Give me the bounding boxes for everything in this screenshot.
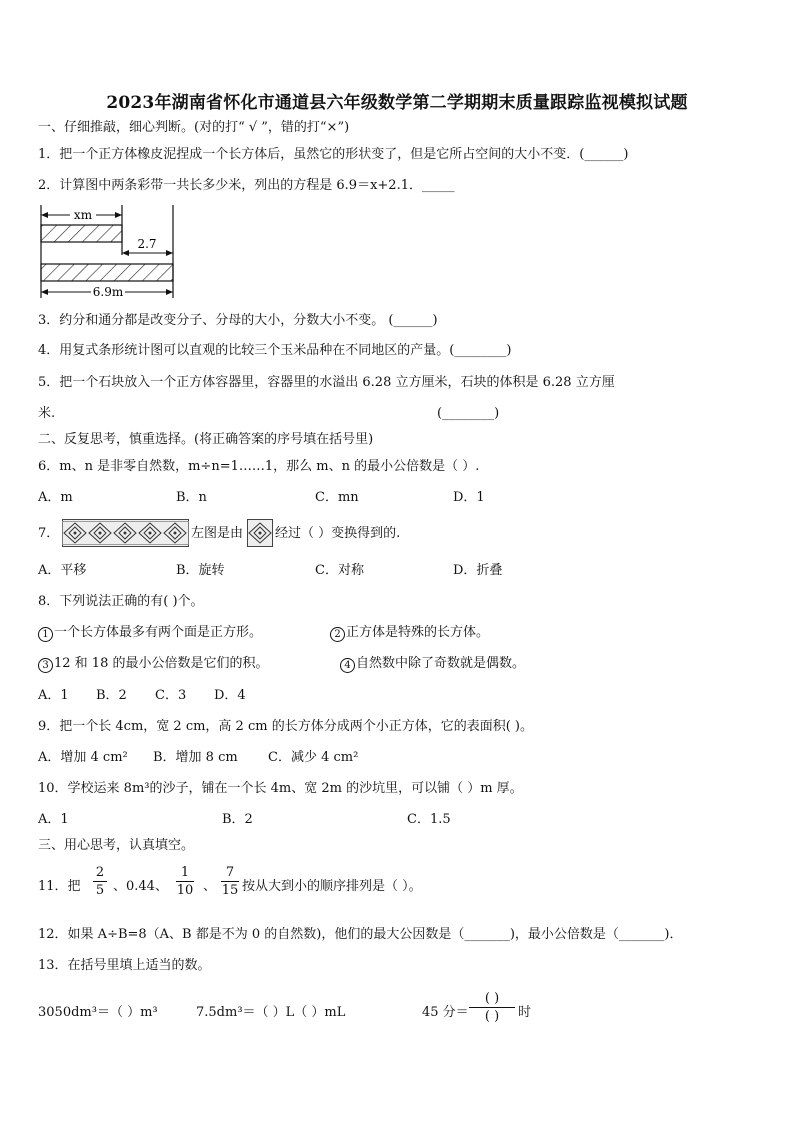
q7-option-c: C．对称: [315, 563, 364, 578]
q6-option-b: B．n: [176, 490, 207, 505]
q13-blank-fraction: ( ) ( ): [468, 990, 516, 1025]
diamond-strip-pattern: [62, 519, 189, 547]
circled-number: 4: [340, 658, 355, 673]
q8-statement-2: 2 正方体是特殊的长方体。: [330, 625, 489, 642]
q10-option-b: B．2: [222, 812, 253, 827]
q13-unit: 时: [518, 1005, 532, 1020]
question-7-number: 7．: [38, 526, 60, 541]
fraction-1-10: 1 10: [176, 865, 194, 898]
q7-option-b: B．旋转: [176, 563, 225, 578]
label-6-9m: 6.9m: [92, 285, 124, 299]
question-13: 13．在括号里填上适当的数。: [38, 958, 211, 973]
question-2: 2．计算图中两条彩带一共长多少米，列出的方程是 6.9＝x+2.1．_____: [38, 178, 455, 193]
section3-heading: 三、用心思考，认真填空。: [38, 838, 195, 853]
label-xm: xm: [73, 208, 93, 222]
question-9: 9．把一个长 4cm，宽 2 cm，高 2 cm 的长方体分成两个小正方体，它的表面积( )。: [38, 719, 533, 734]
question-11-prefix: 11．把: [38, 879, 81, 894]
section1-heading: 一、仔细推敲，细心判断。(对的打“ √ ”，错的打“×”): [38, 120, 350, 135]
ribbon-top: [41, 225, 122, 242]
q13-part1: 3050dm³＝（ ）m³: [38, 1005, 158, 1020]
label-2-7: 2.7: [137, 237, 157, 251]
q8-statement-4: 4 自然数中除了奇数就是偶数。: [340, 656, 525, 673]
section2-heading: 二、反复思考，慎重选择。(将正确答案的序号填在括号里): [38, 432, 374, 447]
single-diamond-pattern: [247, 519, 273, 547]
q10-option-a: A．1: [38, 812, 69, 827]
q13-part3: 45 分＝: [422, 1005, 469, 1020]
q13-part2: 7.5dm³＝（ ）L（ ）mL: [196, 1005, 346, 1020]
q6-option-c: C．mn: [315, 490, 359, 505]
q9-option-b: B．增加 8 cm: [153, 750, 238, 765]
q8-option-c: C．3: [155, 688, 187, 703]
q8-option-a: A．1: [38, 688, 69, 703]
q8-statement-1: 1 一个长方体最多有两个面是正方形。: [38, 625, 262, 642]
q8-option-d: D．4: [214, 688, 246, 703]
circled-number: 1: [38, 627, 53, 642]
q7-option-a: A．平移: [38, 563, 87, 578]
question-3: 3．约分和通分都是改变分子、分母的大小，分数大小不变。 (______): [38, 313, 438, 328]
question-1: 1．把一个正方体橡皮泥捏成一个长方体后，虽然它的形状变了，但是它所占空间的大小不变．(______): [38, 147, 629, 162]
q9-option-a: A．增加 4 cm²: [38, 750, 128, 765]
question-4: 4．用复式条形统计图可以直观的比较三个玉米品种在不同地区的产量。(________): [38, 343, 512, 358]
q9-option-c: C．减少 4 cm²: [268, 750, 359, 765]
q7-option-d: D．折叠: [453, 563, 503, 578]
question-5-line1: 5．把一个石块放入一个正方体容器里，容器里的水溢出 6.28 立方厘米，石块的体积是 6.28 立方厘: [38, 375, 615, 390]
q6-option-a: A．m: [38, 490, 73, 505]
q8-option-b: B．2: [96, 688, 127, 703]
q8-statement-3: 3 12 和 18 的最小公倍数是它们的积。: [38, 656, 268, 673]
circled-number: 3: [38, 658, 53, 673]
question-5-blank: (________): [437, 406, 500, 421]
question-11-sep: 、: [203, 879, 217, 894]
q10-option-c: C．1.5: [407, 812, 451, 827]
q6-option-d: D．1: [453, 490, 485, 505]
ribbon-bottom: [41, 264, 173, 281]
circled-number: 2: [330, 627, 345, 642]
fraction-2-5: 2 5: [90, 864, 110, 899]
question-5-line2: 米.: [38, 406, 56, 421]
question-11-middle: 、0.44、: [113, 879, 168, 894]
question-8: 8．下列说法正确的有( )个。: [38, 594, 204, 609]
question-7-text-b: 经过（ ）变换得到的.: [275, 526, 401, 541]
question-7-text-a: 左图是由: [191, 526, 244, 541]
fraction-7-15: 7 15: [221, 865, 239, 898]
question-6: 6．m、n 是非零自然数，m÷n=1……1，那么 m、n 的最小公倍数是（ ）.: [38, 459, 480, 474]
question-12: 12．如果 A÷B=8（A、B 都是不为 0 的自然数)，他们的最大公因数是（_______)，最小公倍数是（_______)．: [38, 927, 683, 942]
ribbon-diagram: [36, 203, 181, 300]
question-10: 10．学校运来 8m³的沙子，铺在一个长 4m、宽 2m 的沙坑里，可以铺（ ）m 厚。: [38, 781, 523, 796]
question-11-suffix: 按从大到小的顺序排列是（ ）。: [242, 879, 422, 894]
page-title: 2023年湖南省怀化市通道县六年级数学第二学期期末质量跟踪监视模拟试题: [106, 93, 688, 113]
